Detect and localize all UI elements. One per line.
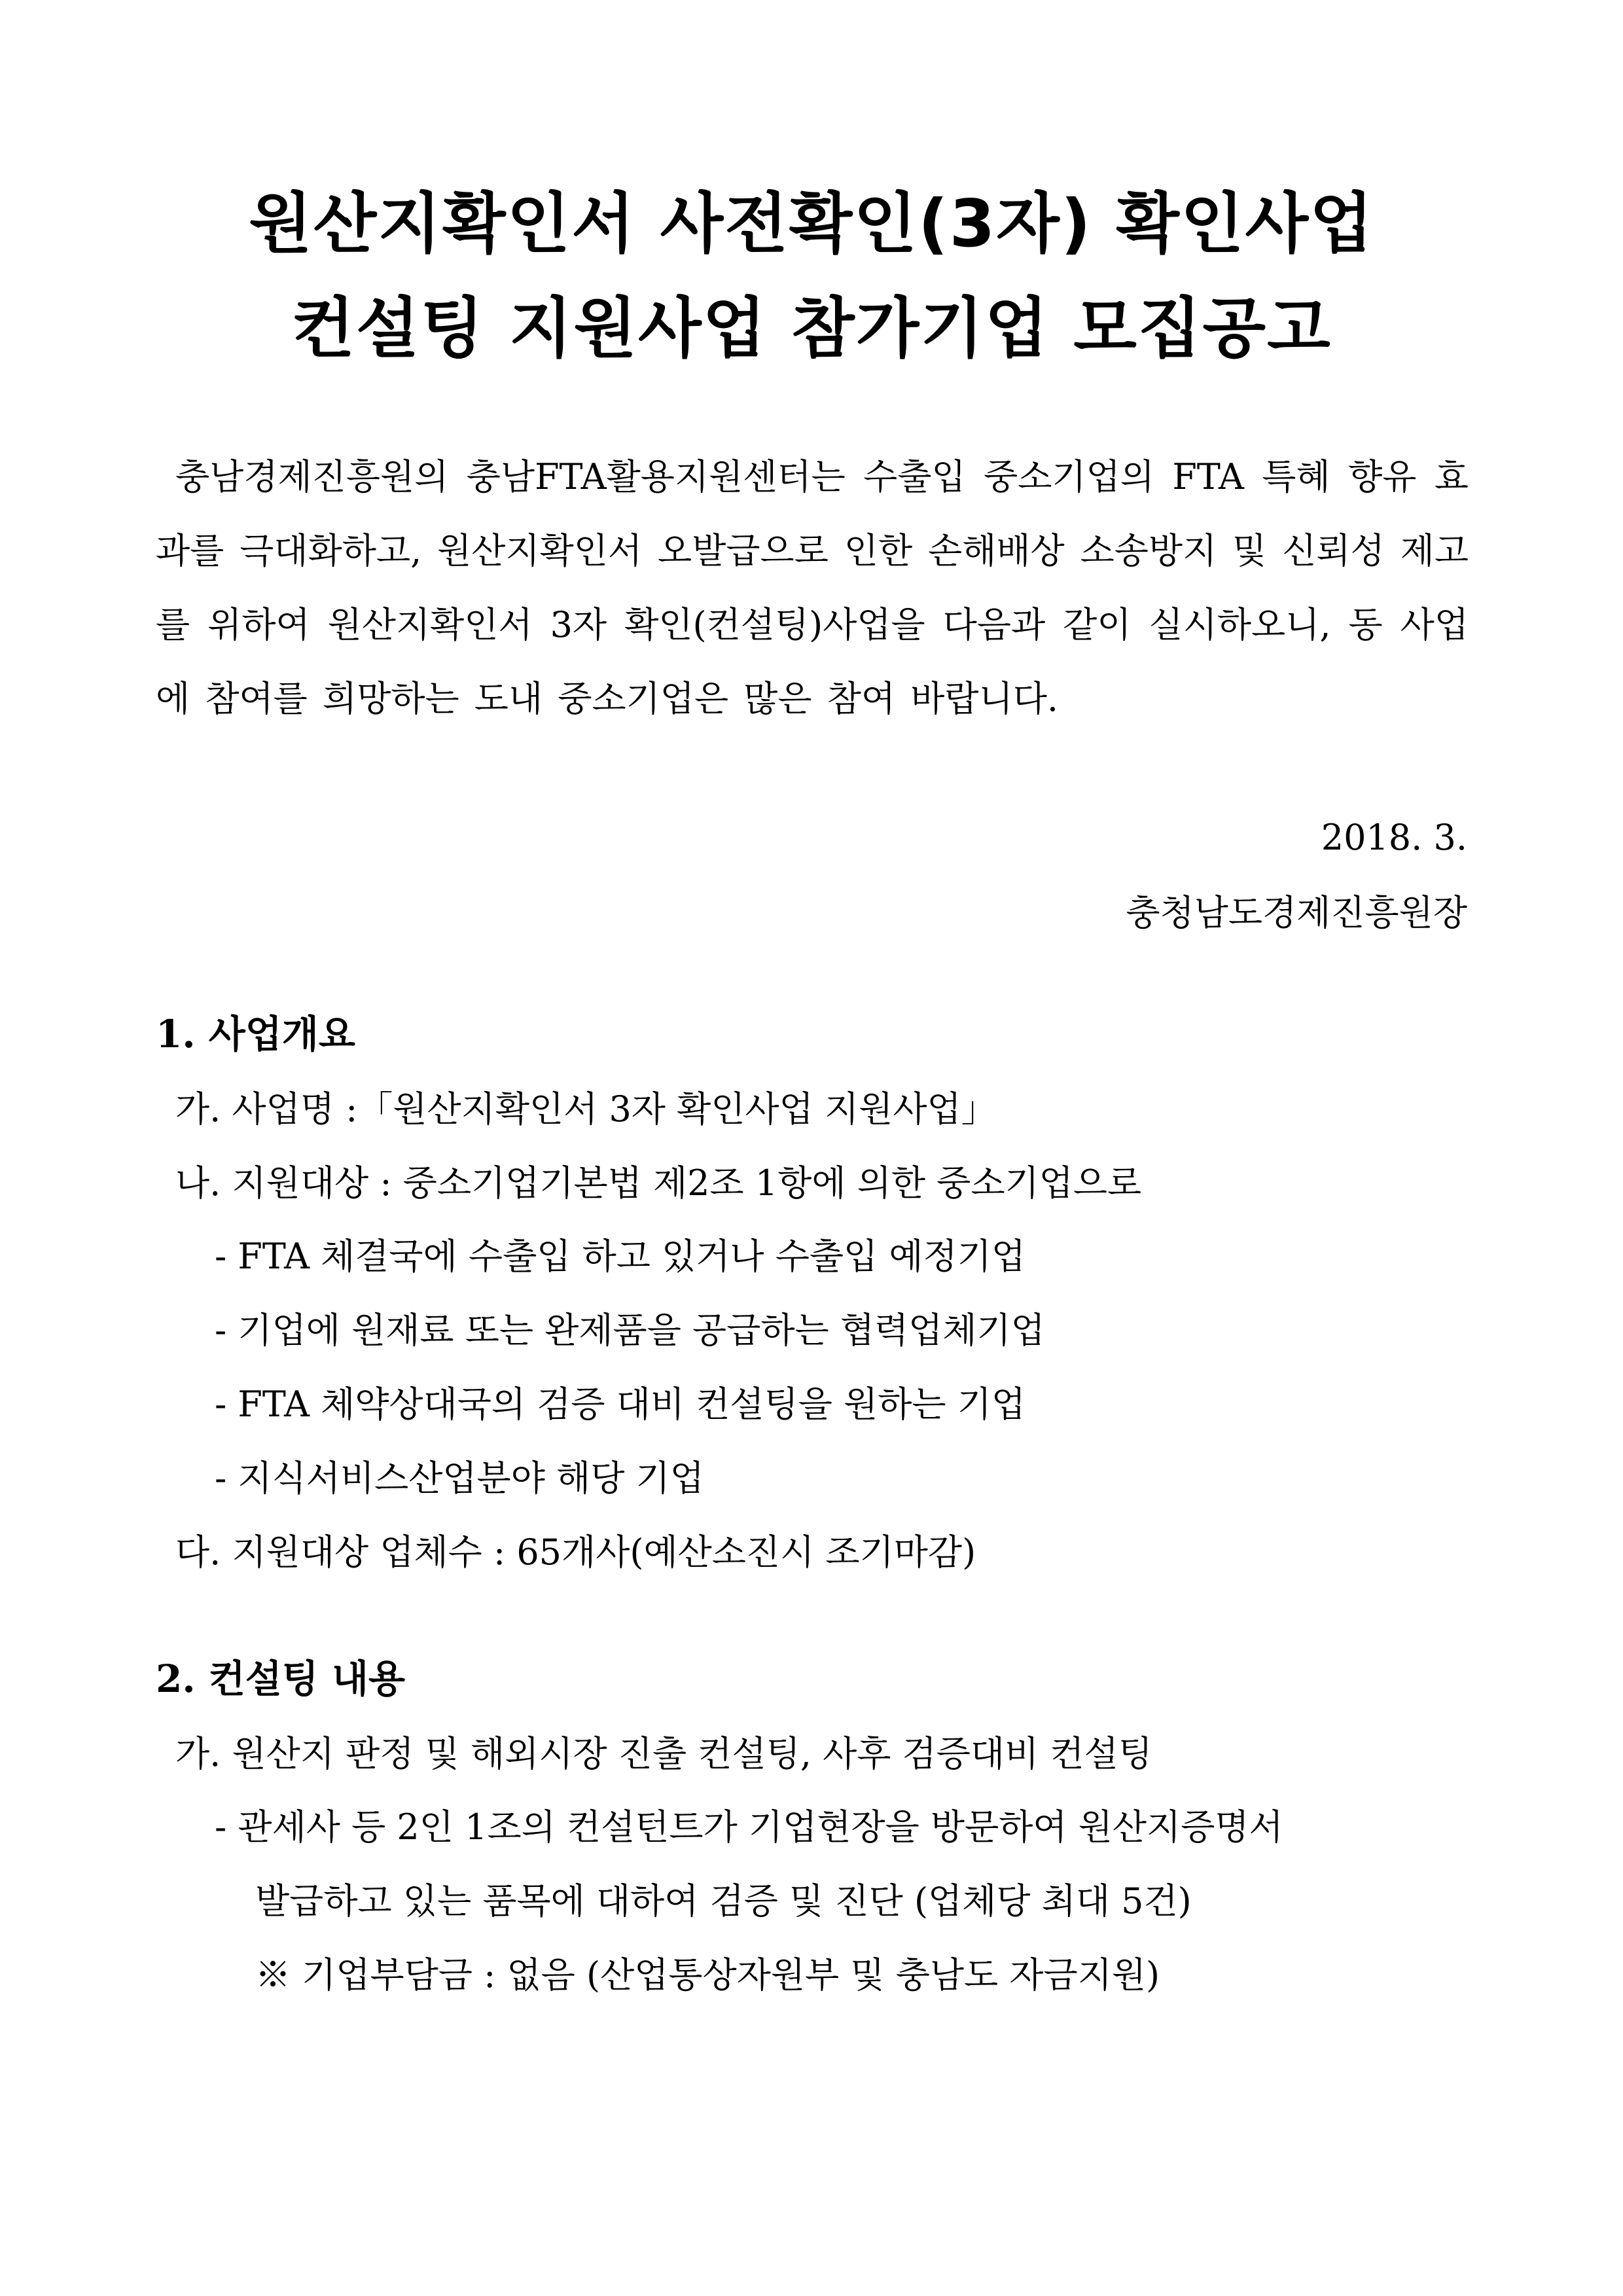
issuing-organization: 충청남도경제진흥원장 bbox=[1126, 892, 1467, 933]
section1-sub-item: - FTA 체결국에 수출입 하고 있거나 수출입 예정기업 bbox=[215, 1236, 1026, 1277]
section1-item-na: 나. 지원대상 : 중소기업기본법 제2조 1항에 의한 중소기업으로 bbox=[175, 1162, 1142, 1204]
document-title-line1: 원산지확인서 사전확인(3자) 확인사업 bbox=[249, 185, 1374, 262]
section1-sub-item: - 지식서비스산업분야 해당 기업 bbox=[215, 1458, 704, 1499]
announcement-date: 2018. 3. bbox=[1321, 817, 1467, 858]
section2-note: ※ 기업부담금 : 없음 (산업통상자원부 및 충남도 자금지원) bbox=[255, 1954, 1160, 1996]
section2-sub-item-line1: - 관세사 등 2인 1조의 컨설턴트가 기업현장을 방문하여 원산지증명서 bbox=[215, 1806, 1283, 1848]
section1-sub-item: - 기업에 원재료 또는 완제품을 공급하는 협력업체기업 bbox=[215, 1310, 1045, 1351]
document-title-line2: 컨설팅 지원사업 참가기업 모집공고 bbox=[291, 290, 1332, 367]
section2-sub-item-line2: 발급하고 있는 품목에 대하여 검증 및 진단 (업체당 최대 5건) bbox=[255, 1880, 1192, 1922]
section2-heading: 2. 컨설팅 내용 bbox=[156, 1657, 406, 1701]
section1-heading: 1. 사업개요 bbox=[156, 1012, 355, 1056]
intro-paragraph: 충남경제진흥원의 충남FTA활용지원센터는 수출입 중소기업의 FTA 특혜 향유 효과를 극대화하고, 원산지확인서 오발급으로 인한 손해배상 소송방지 및 신뢰성 제고를 위하여 원산지확인서 3자 확인(컨설팅)사업을 다음과 같이 실시하오니, 동 사업에 참여를 희망하는 도내 중소기업은 많은 참여 바랍니다. bbox=[156, 456, 1469, 719]
section2-item-ga: 가. 원산지 판정 및 해외시장 진출 컨설팅, 사후 검증대비 컨설팅 bbox=[175, 1733, 1152, 1774]
section1-sub-item: - FTA 체약상대국의 검증 대비 컨설팅을 원하는 기업 bbox=[215, 1384, 1026, 1425]
section1-item-da: 다. 지원대상 업체수 : 65개사(예산소진시 조기마감) bbox=[175, 1532, 976, 1573]
section1-item-ga: 가. 사업명 :「원산지확인서 3자 확인사업 지원사업」 bbox=[175, 1088, 997, 1130]
